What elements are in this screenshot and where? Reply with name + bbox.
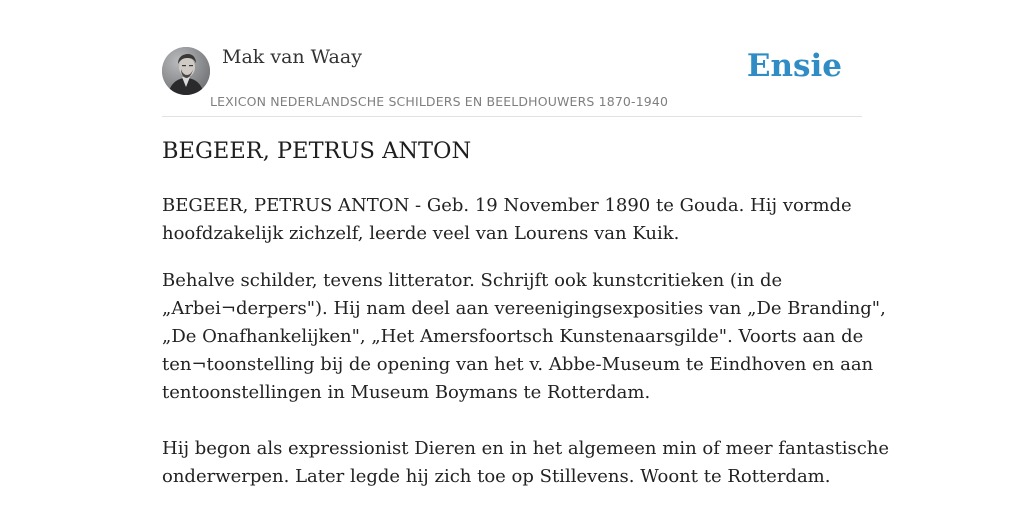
paragraph-line: onderwerpen. Later legde hij zich toe op Stillevens. Woont te Rotterdam. [162,466,831,487]
paragraph-line: „Arbei¬derpers"). Hij nam deel aan vereenigingsexposities van „De Branding", [162,298,886,319]
paragraph-line: hoofdzakelijk zichzelf, leerde veel van Lourens van Kuik. [162,223,680,244]
paragraph-line: tentoonstellingen in Museum Boymans te Rotterdam. [162,382,651,403]
ensie-logo[interactable]: Ensie [746,48,842,84]
paragraph-line: „De Onafhankelijken", „Het Amersfoortsch Kunstenaarsgilde". Voorts aan de [162,326,864,347]
paragraph-1 [162,192,862,248]
author-name[interactable]: Mak van Waay [222,46,362,68]
paragraph-line: ten¬toonstelling bij de opening van het v. Abbe-Museum te Eindhoven en aan [162,354,874,375]
paragraph-2 [162,267,886,407]
source-label[interactable]: LEXICON NEDERLANDSCHE SCHILDERS EN BEELDHOUWERS 1870-1940 [210,94,669,109]
paragraph-3 [162,435,890,491]
article-title: BEGEER, PETRUS ANTON [162,138,472,164]
paragraph-line: BEGEER, PETRUS ANTON - Geb. 19 November 1890 te Gouda. Hij vormde [162,195,852,216]
author-avatar[interactable] [162,47,210,95]
paragraph-line: Behalve schilder, tevens litterator. Schrijft ook kunstcritieken (in de [162,270,783,291]
paragraph-line: Hij begon als expressionist Dieren en in het algemeen min of meer fantastische [162,438,890,459]
author-portrait-icon [162,47,210,95]
article-header [162,40,862,117]
